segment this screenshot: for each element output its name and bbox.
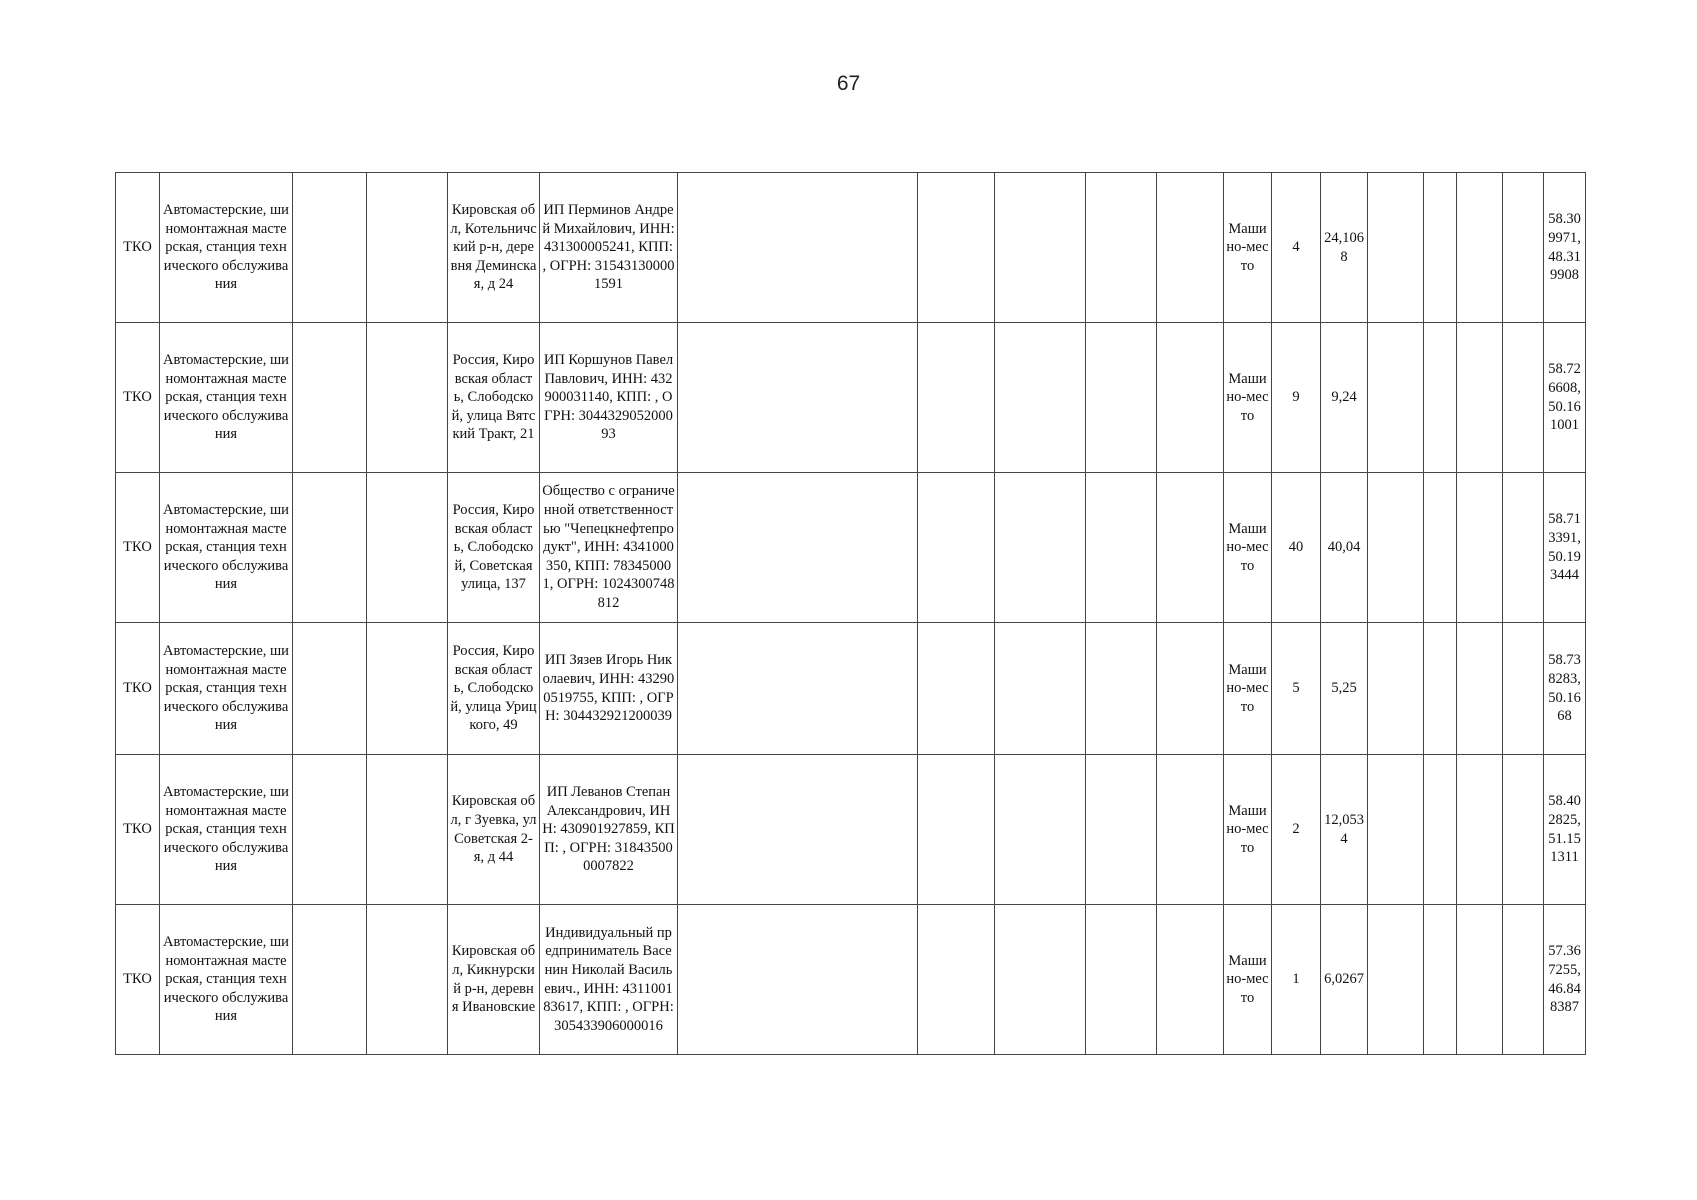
empty-cell — [367, 905, 448, 1055]
empty-cell — [367, 623, 448, 755]
address-cell: Кировская обл, г Зуевка, ул Советская 2-я, д 44 — [448, 755, 540, 905]
empty-cell — [918, 905, 995, 1055]
empty-cell — [678, 623, 918, 755]
empty-cell — [1503, 755, 1544, 905]
empty-cell — [293, 755, 367, 905]
owner-cell: ИП Леванов Степан Александрович, ИНН: 430901927859, КПП: , ОГРН: 318435000007822 — [540, 755, 678, 905]
category-cell: ТКО — [116, 323, 160, 473]
table-row — [116, 623, 1586, 755]
description-cell: Автомастерские, шиномонтажная мастерская, станция технического обслуживания — [160, 905, 293, 1055]
description-cell: Автомастерские, шиномонтажная мастерская, станция технического обслуживания — [160, 473, 293, 623]
empty-cell — [678, 473, 918, 623]
category-cell: ТКО — [116, 905, 160, 1055]
unit-cell: Машино-место — [1224, 755, 1272, 905]
table-row — [116, 323, 1586, 473]
empty-cell — [1457, 905, 1503, 1055]
category-cell: ТКО — [116, 473, 160, 623]
unit-cell: Машино-место — [1224, 323, 1272, 473]
empty-cell — [367, 173, 448, 323]
empty-cell — [1424, 323, 1457, 473]
empty-cell — [1503, 623, 1544, 755]
empty-cell — [918, 473, 995, 623]
quantity-cell: 5 — [1272, 623, 1321, 755]
empty-cell — [1157, 905, 1224, 1055]
description-cell: Автомастерские, шиномонтажная мастерская, станция технического обслуживания — [160, 755, 293, 905]
empty-cell — [918, 173, 995, 323]
empty-cell — [678, 323, 918, 473]
address-cell: Россия, Кировская область, Слободской, улица Урицкого, 49 — [448, 623, 540, 755]
empty-cell — [995, 173, 1086, 323]
empty-cell — [995, 623, 1086, 755]
coordinates-cell: 57.367255, 46.848387 — [1544, 905, 1586, 1055]
description-cell: Автомастерские, шиномонтажная мастерская, станция технического обслуживания — [160, 623, 293, 755]
coordinates-cell: 58.738283, 50.1668 — [1544, 623, 1586, 755]
description-cell: Автомастерские, шиномонтажная мастерская, станция технического обслуживания — [160, 323, 293, 473]
empty-cell — [1424, 905, 1457, 1055]
category-cell: ТКО — [116, 755, 160, 905]
coordinates-cell: 58.402825, 51.151311 — [1544, 755, 1586, 905]
norm-cell: 12,0534 — [1321, 755, 1368, 905]
norm-cell: 40,04 — [1321, 473, 1368, 623]
empty-cell — [1157, 473, 1224, 623]
empty-cell — [1457, 173, 1503, 323]
coordinates-cell: 58.726608, 50.161001 — [1544, 323, 1586, 473]
quantity-cell: 40 — [1272, 473, 1321, 623]
empty-cell — [918, 323, 995, 473]
table-row — [116, 905, 1586, 1055]
empty-cell — [1368, 173, 1424, 323]
empty-cell — [1457, 623, 1503, 755]
empty-cell — [1503, 323, 1544, 473]
address-cell: Россия, Кировская область, Слободской, улица Вятский Тракт, 21 — [448, 323, 540, 473]
unit-cell: Машино-место — [1224, 173, 1272, 323]
empty-cell — [293, 473, 367, 623]
owner-cell: ИП Перминов Андрей Михайлович, ИНН: 431300005241, КПП: , ОГРН: 315431300001591 — [540, 173, 678, 323]
empty-cell — [678, 755, 918, 905]
empty-cell — [1424, 173, 1457, 323]
norm-cell: 24,1068 — [1321, 173, 1368, 323]
unit-cell: Машино-место — [1224, 623, 1272, 755]
coordinates-cell: 58.713391, 50.193444 — [1544, 473, 1586, 623]
quantity-cell: 1 — [1272, 905, 1321, 1055]
waste-sources-table — [115, 172, 1586, 1055]
empty-cell — [995, 323, 1086, 473]
empty-cell — [1457, 323, 1503, 473]
address-cell: Россия, Кировская область, Слободской, Советская улица, 137 — [448, 473, 540, 623]
category-cell: ТКО — [116, 623, 160, 755]
unit-cell: Машино-место — [1224, 473, 1272, 623]
empty-cell — [367, 755, 448, 905]
category-cell: ТКО — [116, 173, 160, 323]
empty-cell — [1424, 755, 1457, 905]
empty-cell — [995, 755, 1086, 905]
owner-cell: ИП Зязев Игорь Николаевич, ИНН: 432900519755, КПП: , ОГРН: 304432921200039 — [540, 623, 678, 755]
unit-cell: Машино-место — [1224, 905, 1272, 1055]
empty-cell — [918, 623, 995, 755]
empty-cell — [1368, 623, 1424, 755]
quantity-cell: 9 — [1272, 323, 1321, 473]
empty-cell — [367, 473, 448, 623]
empty-cell — [1368, 755, 1424, 905]
norm-cell: 6,0267 — [1321, 905, 1368, 1055]
description-cell: Автомастерские, шиномонтажная мастерская, станция технического обслуживания — [160, 173, 293, 323]
empty-cell — [1368, 473, 1424, 623]
table-row — [116, 755, 1586, 905]
norm-cell: 5,25 — [1321, 623, 1368, 755]
empty-cell — [678, 173, 918, 323]
quantity-cell: 4 — [1272, 173, 1321, 323]
empty-cell — [1503, 173, 1544, 323]
empty-cell — [1424, 473, 1457, 623]
empty-cell — [1457, 755, 1503, 905]
table-row — [116, 473, 1586, 623]
owner-cell: Индивидуальный предприниматель Васенин Николай Васильевич., ИНН: 431100183617, КПП: , ОГРН: 305433906000016 — [540, 905, 678, 1055]
page-number: 67 — [836, 72, 861, 95]
empty-cell — [1157, 323, 1224, 473]
empty-cell — [1457, 473, 1503, 623]
empty-cell — [1086, 905, 1157, 1055]
empty-cell — [678, 905, 918, 1055]
norm-cell: 9,24 — [1321, 323, 1368, 473]
empty-cell — [293, 323, 367, 473]
coordinates-cell: 58.309971, 48.319908 — [1544, 173, 1586, 323]
empty-cell — [1086, 473, 1157, 623]
empty-cell — [918, 755, 995, 905]
empty-cell — [995, 473, 1086, 623]
owner-cell: Общество с ограниченной ответственностью "Чепецкнефтепродукт", ИНН: 4341000350, КПП: 783450001, ОГРН: 1024300748812 — [540, 473, 678, 623]
empty-cell — [1086, 173, 1157, 323]
empty-cell — [1503, 473, 1544, 623]
empty-cell — [293, 173, 367, 323]
empty-cell — [1086, 323, 1157, 473]
empty-cell — [367, 323, 448, 473]
address-cell: Кировская обл, Кикнурский р-н, деревня Ивановские — [448, 905, 540, 1055]
empty-cell — [995, 905, 1086, 1055]
empty-cell — [1086, 623, 1157, 755]
owner-cell: ИП Коршунов Павел Павлович, ИНН: 432900031140, КПП: , ОГРН: 304432905200093 — [540, 323, 678, 473]
empty-cell — [1157, 173, 1224, 323]
empty-cell — [293, 905, 367, 1055]
empty-cell — [1157, 755, 1224, 905]
quantity-cell: 2 — [1272, 755, 1321, 905]
empty-cell — [1368, 323, 1424, 473]
empty-cell — [1086, 755, 1157, 905]
address-cell: Кировская обл, Котельничский р-н, деревня Деминская, д 24 — [448, 173, 540, 323]
table-row — [116, 173, 1586, 323]
empty-cell — [1503, 905, 1544, 1055]
empty-cell — [1368, 905, 1424, 1055]
empty-cell — [1157, 623, 1224, 755]
empty-cell — [1424, 623, 1457, 755]
empty-cell — [293, 623, 367, 755]
